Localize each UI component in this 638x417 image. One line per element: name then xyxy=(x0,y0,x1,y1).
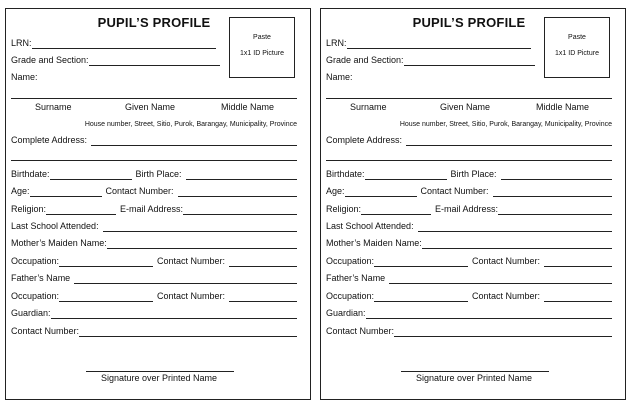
lrn-line[interactable] xyxy=(32,39,216,49)
photo-box-line1: Paste xyxy=(253,34,271,41)
address-line-2[interactable] xyxy=(11,160,297,161)
last-school-line[interactable] xyxy=(418,222,612,232)
signature-line[interactable] xyxy=(401,371,549,372)
complete-address-field[interactable] xyxy=(11,135,297,146)
birthdate-line[interactable] xyxy=(50,170,132,180)
lrn-label: LRN: xyxy=(11,38,32,48)
mother-occupation-row[interactable] xyxy=(11,256,297,267)
mother-maiden-field[interactable] xyxy=(326,238,612,249)
name-label: Name: xyxy=(11,72,38,82)
guardian-contact-line[interactable] xyxy=(79,327,297,337)
birth-row[interactable] xyxy=(11,169,297,180)
name-label: Name: xyxy=(326,72,353,82)
guardian-label: Guardian: xyxy=(326,308,366,318)
religion-label: Religion: xyxy=(11,204,47,214)
mother-maiden-line[interactable] xyxy=(422,239,612,249)
fathers-name-label: Father’s Name xyxy=(326,273,386,283)
name-field xyxy=(326,72,353,83)
signature-line[interactable] xyxy=(86,371,234,372)
email-label: E-mail Address: xyxy=(435,204,499,214)
lrn-label: LRN: xyxy=(326,38,347,48)
mother-occupation-line[interactable] xyxy=(59,257,153,267)
contact-number-label: Contact Number: xyxy=(157,291,226,301)
contact-number-line[interactable] xyxy=(178,187,297,197)
grade-section-field[interactable] xyxy=(326,55,535,66)
birth-place-label: Birth Place: xyxy=(450,169,497,179)
religion-row[interactable] xyxy=(326,204,612,215)
contact-number-label: Contact Number: xyxy=(11,326,80,336)
age-label: Age: xyxy=(326,186,345,196)
address-hint: House number, Street, Sitio, Purok, Barangay, Municipality, Province xyxy=(84,121,297,128)
mother-maiden-label: Mother’s Maiden Name: xyxy=(11,238,107,248)
last-school-field[interactable] xyxy=(326,221,612,232)
mother-occupation-line[interactable] xyxy=(374,257,468,267)
guardian-contact-field[interactable] xyxy=(326,326,612,337)
last-school-field[interactable] xyxy=(11,221,297,232)
contact-number-label: Contact Number: xyxy=(157,256,226,266)
age-row[interactable] xyxy=(326,186,612,197)
complete-address-label: Complete Address: xyxy=(326,135,403,145)
photo-box-line1: Paste xyxy=(568,34,586,41)
lrn-line[interactable] xyxy=(347,39,531,49)
lrn-field[interactable] xyxy=(11,38,216,49)
name-sublabels xyxy=(326,102,612,113)
birthdate-label: Birthdate: xyxy=(326,169,365,179)
grade-section-field[interactable] xyxy=(11,55,220,66)
email-line[interactable] xyxy=(183,205,297,215)
birth-place-line[interactable] xyxy=(186,170,297,180)
occupation-label: Occupation: xyxy=(11,256,60,266)
address-line-2[interactable] xyxy=(326,160,612,161)
religion-line[interactable] xyxy=(46,205,116,215)
mother-contact-line[interactable] xyxy=(229,257,297,267)
grade-section-line[interactable] xyxy=(89,56,220,66)
last-school-label: Last School Attended: xyxy=(326,221,414,231)
address-hint: House number, Street, Sitio, Purok, Barangay, Municipality, Province xyxy=(399,121,612,128)
grade-section-line[interactable] xyxy=(404,56,535,66)
pupil-profile-form-right xyxy=(320,8,626,400)
birthdate-line[interactable] xyxy=(365,170,447,180)
guardian-line[interactable] xyxy=(366,309,612,319)
lrn-field[interactable] xyxy=(326,38,531,49)
complete-address-line[interactable] xyxy=(406,136,612,146)
grade-section-label: Grade and Section: xyxy=(11,55,89,65)
id-picture-box xyxy=(229,17,295,78)
guardian-contact-line[interactable] xyxy=(394,327,612,337)
age-row[interactable] xyxy=(11,186,297,197)
form-title: PUPIL’S PROFILE xyxy=(412,15,526,30)
guardian-contact-field[interactable] xyxy=(11,326,297,337)
religion-label: Religion: xyxy=(326,204,362,214)
birth-place-line[interactable] xyxy=(501,170,612,180)
father-occupation-row[interactable] xyxy=(11,291,297,302)
father-contact-line[interactable] xyxy=(544,292,612,302)
fathers-name-line[interactable] xyxy=(74,274,297,284)
mother-occupation-row[interactable] xyxy=(326,256,612,267)
age-line[interactable] xyxy=(345,187,417,197)
signature-label: Signature over Printed Name xyxy=(100,373,218,383)
fathers-name-field[interactable] xyxy=(326,273,612,284)
occupation-label: Occupation: xyxy=(326,256,375,266)
contact-number-label: Contact Number: xyxy=(472,291,541,301)
name-field xyxy=(11,72,38,83)
mother-maiden-field[interactable] xyxy=(11,238,297,249)
complete-address-field[interactable] xyxy=(326,135,612,146)
surname-label: Surname xyxy=(350,102,387,112)
father-contact-line[interactable] xyxy=(229,292,297,302)
form-title: PUPIL’S PROFILE xyxy=(97,15,211,30)
middle-name-label: Middle Name xyxy=(221,102,275,112)
father-occupation-line[interactable] xyxy=(59,292,153,302)
photo-box-line2: 1x1 ID Picture xyxy=(240,50,284,57)
name-line[interactable] xyxy=(326,98,612,99)
birth-place-label: Birth Place: xyxy=(135,169,182,179)
father-occupation-row[interactable] xyxy=(326,291,612,302)
last-school-line[interactable] xyxy=(103,222,297,232)
guardian-line[interactable] xyxy=(51,309,297,319)
fathers-name-label: Father’s Name xyxy=(11,273,71,283)
mother-contact-line[interactable] xyxy=(544,257,612,267)
last-school-label: Last School Attended: xyxy=(11,221,99,231)
age-label: Age: xyxy=(11,186,30,196)
guardian-field[interactable] xyxy=(11,308,297,319)
contact-number-label: Contact Number: xyxy=(326,326,395,336)
father-occupation-line[interactable] xyxy=(374,292,468,302)
religion-row[interactable] xyxy=(11,204,297,215)
email-line[interactable] xyxy=(498,205,612,215)
surname-label: Surname xyxy=(35,102,72,112)
occupation-label: Occupation: xyxy=(326,291,375,301)
mother-maiden-label: Mother’s Maiden Name: xyxy=(326,238,422,248)
guardian-label: Guardian: xyxy=(11,308,51,318)
contact-number-label: Contact Number: xyxy=(472,256,541,266)
email-label: E-mail Address: xyxy=(120,204,184,214)
photo-box-line2: 1x1 ID Picture xyxy=(555,50,599,57)
birthdate-label: Birthdate: xyxy=(11,169,50,179)
birth-row[interactable] xyxy=(326,169,612,180)
name-sublabels xyxy=(11,102,297,113)
signature-label: Signature over Printed Name xyxy=(415,373,533,383)
mother-maiden-line[interactable] xyxy=(107,239,297,249)
fathers-name-field[interactable] xyxy=(11,273,297,284)
name-line[interactable] xyxy=(11,98,297,99)
occupation-label: Occupation: xyxy=(11,291,60,301)
id-picture-box xyxy=(544,17,610,78)
middle-name-label: Middle Name xyxy=(536,102,590,112)
age-line[interactable] xyxy=(30,187,102,197)
fathers-name-line[interactable] xyxy=(389,274,612,284)
guardian-field[interactable] xyxy=(326,308,612,319)
given-name-label: Given Name xyxy=(125,102,176,112)
complete-address-line[interactable] xyxy=(91,136,297,146)
grade-section-label: Grade and Section: xyxy=(326,55,404,65)
contact-number-label: Contact Number: xyxy=(420,186,489,196)
contact-number-line[interactable] xyxy=(493,187,612,197)
pupil-profile-form-left xyxy=(5,8,311,400)
given-name-label: Given Name xyxy=(440,102,491,112)
contact-number-label: Contact Number: xyxy=(105,186,174,196)
complete-address-label: Complete Address: xyxy=(11,135,88,145)
religion-line[interactable] xyxy=(361,205,431,215)
